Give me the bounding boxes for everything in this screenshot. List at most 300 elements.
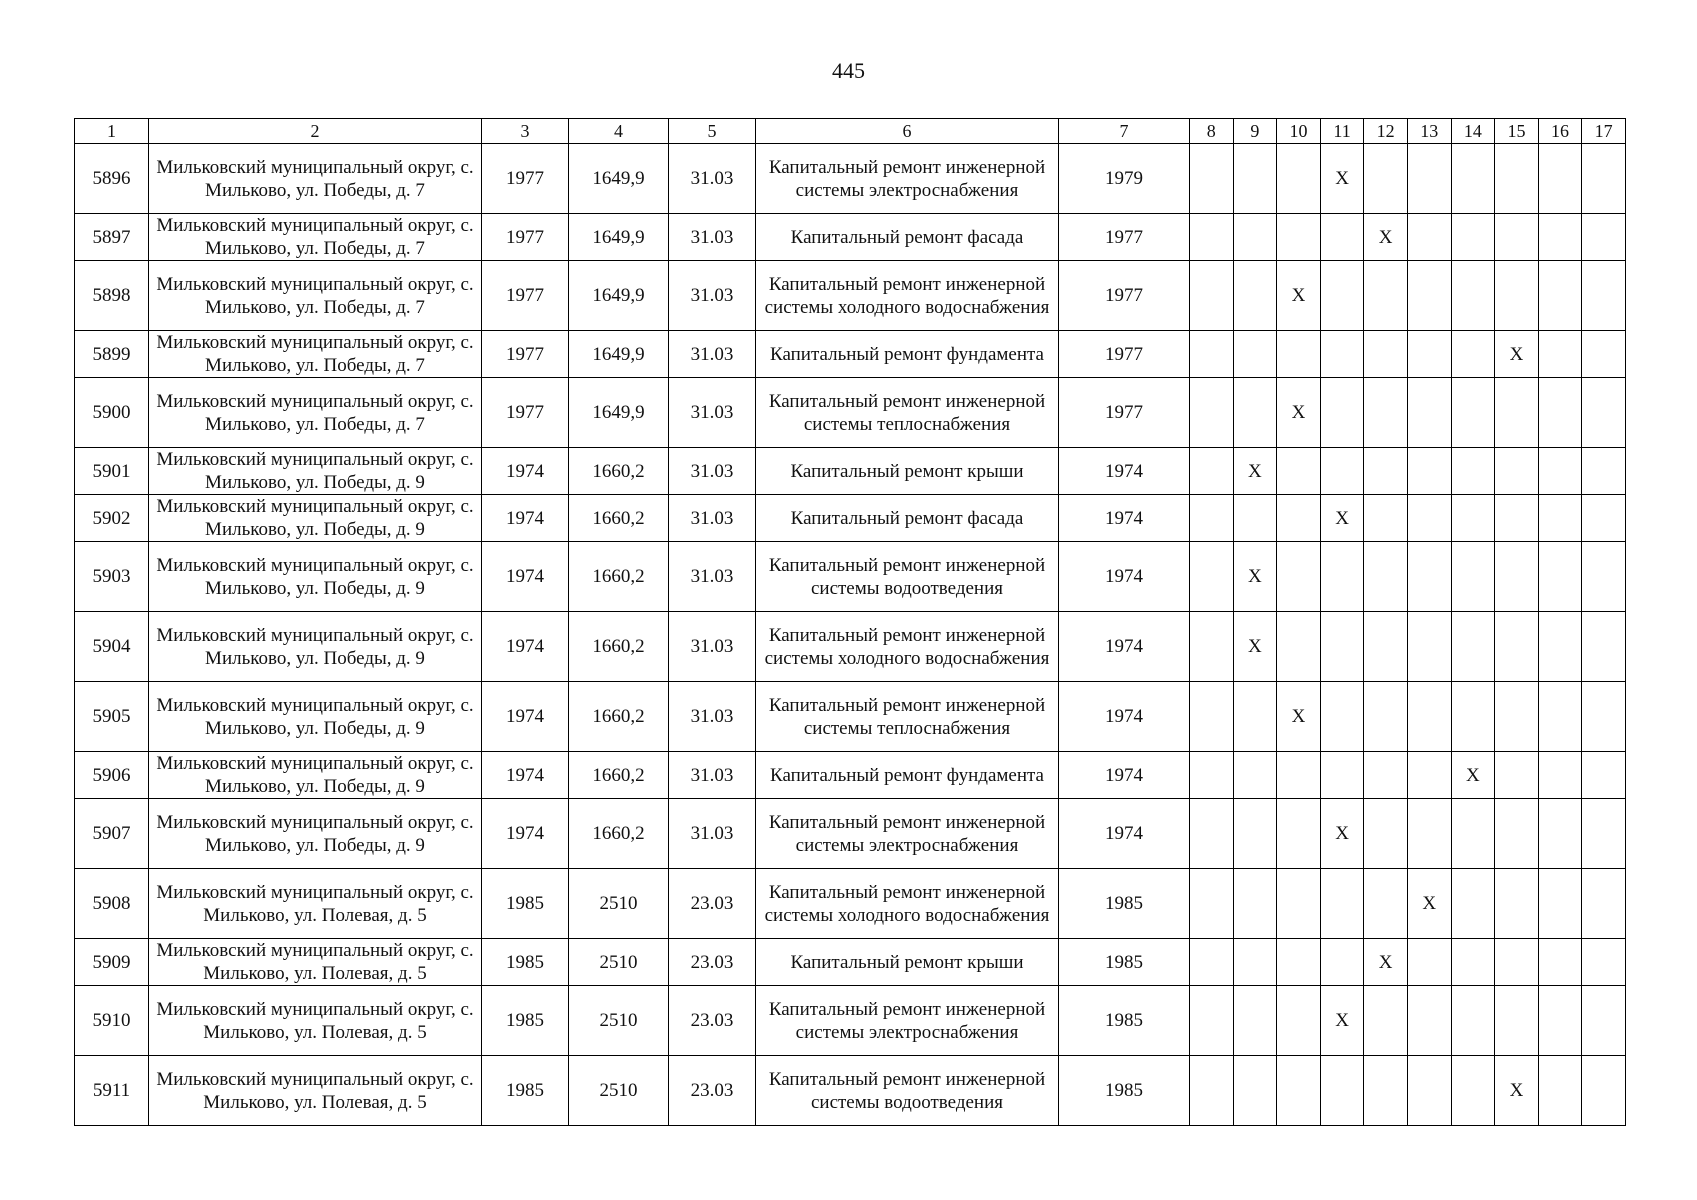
table-row — [75, 261, 1626, 331]
cell-area: 1660,2 — [569, 682, 669, 752]
cell-mark: Х — [1407, 869, 1451, 939]
header-row — [75, 119, 1626, 144]
cell-period-9 — [1233, 799, 1277, 869]
cell-address: Мильковский муниципальный округ, с. Мильково, ул. Победы, д. 7 — [149, 261, 482, 331]
cell-period-10 — [1277, 542, 1321, 612]
cell-period-8 — [1190, 939, 1234, 986]
cell-build-year: 1974 — [482, 542, 569, 612]
cell-period-17 — [1582, 378, 1626, 448]
cell-area: 1649,9 — [569, 378, 669, 448]
cell-code: 31.03 — [669, 799, 756, 869]
cell-work-type: Капитальный ремонт инженерной системы водоотведения — [756, 1056, 1059, 1126]
cell-period-9 — [1233, 214, 1277, 261]
cell-repair-year: 1974 — [1059, 542, 1190, 612]
cell-period-15 — [1495, 986, 1539, 1056]
cell-period-15 — [1495, 495, 1539, 542]
column-header: 1 — [75, 119, 149, 144]
cell-number: 5899 — [75, 331, 149, 378]
cell-period-14 — [1451, 939, 1495, 986]
cell-period-17 — [1582, 542, 1626, 612]
cell-period-15 — [1495, 939, 1539, 986]
cell-period-15 — [1495, 869, 1539, 939]
cell-area: 2510 — [569, 1056, 669, 1126]
cell-period-8 — [1190, 495, 1234, 542]
cell-repair-year: 1974 — [1059, 752, 1190, 799]
cell-area: 1649,9 — [569, 261, 669, 331]
cell-repair-year: 1977 — [1059, 378, 1190, 448]
cell-period-16 — [1538, 869, 1582, 939]
table-row — [75, 752, 1626, 799]
cell-work-type: Капитальный ремонт крыши — [756, 939, 1059, 986]
cell-period-8 — [1190, 331, 1234, 378]
cell-address: Мильковский муниципальный округ, с. Мильково, ул. Победы, д. 7 — [149, 214, 482, 261]
cell-period-10 — [1277, 144, 1321, 214]
cell-address: Мильковский муниципальный округ, с. Мильково, ул. Победы, д. 9 — [149, 682, 482, 752]
cell-number: 5905 — [75, 682, 149, 752]
cell-period-16 — [1538, 1056, 1582, 1126]
table-row — [75, 542, 1626, 612]
cell-period-14 — [1451, 261, 1495, 331]
table-row — [75, 378, 1626, 448]
cell-build-year: 1985 — [482, 939, 569, 986]
cell-address: Мильковский муниципальный округ, с. Мильково, ул. Победы, д. 7 — [149, 144, 482, 214]
cell-period-12 — [1364, 331, 1408, 378]
cell-period-16 — [1538, 144, 1582, 214]
cell-period-16 — [1538, 331, 1582, 378]
table-row — [75, 986, 1626, 1056]
cell-period-11 — [1320, 682, 1364, 752]
cell-build-year: 1974 — [482, 448, 569, 495]
cell-area: 1649,9 — [569, 214, 669, 261]
cell-period-10 — [1277, 1056, 1321, 1126]
cell-code: 23.03 — [669, 1056, 756, 1126]
cell-period-16 — [1538, 799, 1582, 869]
cell-period-17 — [1582, 752, 1626, 799]
cell-period-10 — [1277, 331, 1321, 378]
cell-code: 31.03 — [669, 261, 756, 331]
cell-code: 31.03 — [669, 214, 756, 261]
cell-period-12 — [1364, 682, 1408, 752]
cell-build-year: 1977 — [482, 261, 569, 331]
cell-build-year: 1977 — [482, 144, 569, 214]
cell-period-12 — [1364, 799, 1408, 869]
cell-repair-year: 1985 — [1059, 1056, 1190, 1126]
cell-period-11 — [1320, 378, 1364, 448]
cell-period-12 — [1364, 752, 1408, 799]
cell-period-8 — [1190, 752, 1234, 799]
cell-repair-year: 1985 — [1059, 986, 1190, 1056]
cell-period-13 — [1407, 261, 1451, 331]
cell-period-9 — [1233, 261, 1277, 331]
cell-period-13 — [1407, 331, 1451, 378]
cell-area: 1660,2 — [569, 799, 669, 869]
cell-period-12 — [1364, 612, 1408, 682]
cell-period-16 — [1538, 448, 1582, 495]
cell-code: 31.03 — [669, 495, 756, 542]
cell-repair-year: 1985 — [1059, 869, 1190, 939]
cell-period-16 — [1538, 612, 1582, 682]
cell-period-11 — [1320, 542, 1364, 612]
column-header: 10 — [1277, 119, 1321, 144]
cell-mark: Х — [1451, 752, 1495, 799]
cell-period-9 — [1233, 144, 1277, 214]
cell-build-year: 1974 — [482, 752, 569, 799]
cell-repair-year: 1974 — [1059, 799, 1190, 869]
cell-build-year: 1985 — [482, 869, 569, 939]
cell-repair-year: 1977 — [1059, 331, 1190, 378]
cell-period-17 — [1582, 1056, 1626, 1126]
cell-code: 31.03 — [669, 542, 756, 612]
cell-build-year: 1985 — [482, 1056, 569, 1126]
cell-period-8 — [1190, 378, 1234, 448]
cell-mark: Х — [1320, 495, 1364, 542]
cell-repair-year: 1974 — [1059, 448, 1190, 495]
cell-period-14 — [1451, 331, 1495, 378]
cell-period-16 — [1538, 542, 1582, 612]
cell-period-8 — [1190, 448, 1234, 495]
cell-period-14 — [1451, 986, 1495, 1056]
table-body — [75, 119, 1626, 1126]
cell-period-13 — [1407, 214, 1451, 261]
cell-address: Мильковский муниципальный округ, с. Мильково, ул. Победы, д. 7 — [149, 331, 482, 378]
cell-area: 2510 — [569, 986, 669, 1056]
cell-work-type: Капитальный ремонт инженерной системы холодного водоснабжения — [756, 612, 1059, 682]
table-row — [75, 331, 1626, 378]
cell-period-9 — [1233, 986, 1277, 1056]
cell-work-type: Капитальный ремонт инженерной системы холодного водоснабжения — [756, 261, 1059, 331]
column-header: 8 — [1190, 119, 1234, 144]
cell-work-type: Капитальный ремонт фасада — [756, 214, 1059, 261]
cell-work-type: Капитальный ремонт инженерной системы электроснабжения — [756, 799, 1059, 869]
cell-code: 31.03 — [669, 378, 756, 448]
cell-period-10 — [1277, 495, 1321, 542]
column-header: 3 — [482, 119, 569, 144]
cell-address: Мильковский муниципальный округ, с. Мильково, ул. Полевая, д. 5 — [149, 939, 482, 986]
cell-address: Мильковский муниципальный округ, с. Мильково, ул. Победы, д. 9 — [149, 799, 482, 869]
cell-build-year: 1985 — [482, 986, 569, 1056]
cell-period-13 — [1407, 542, 1451, 612]
column-header: 11 — [1320, 119, 1364, 144]
cell-code: 23.03 — [669, 986, 756, 1056]
table-row — [75, 495, 1626, 542]
cell-area: 1660,2 — [569, 495, 669, 542]
cell-period-8 — [1190, 261, 1234, 331]
cell-period-14 — [1451, 869, 1495, 939]
cell-work-type: Капитальный ремонт инженерной системы теплоснабжения — [756, 378, 1059, 448]
cell-period-8 — [1190, 869, 1234, 939]
cell-period-9 — [1233, 752, 1277, 799]
cell-period-10 — [1277, 799, 1321, 869]
cell-period-13 — [1407, 682, 1451, 752]
cell-period-12 — [1364, 144, 1408, 214]
cell-code: 31.03 — [669, 144, 756, 214]
cell-build-year: 1977 — [482, 331, 569, 378]
column-header: 12 — [1364, 119, 1408, 144]
cell-build-year: 1977 — [482, 214, 569, 261]
cell-number: 5908 — [75, 869, 149, 939]
cell-period-12 — [1364, 1056, 1408, 1126]
cell-mark: Х — [1320, 144, 1364, 214]
repair-register-table — [74, 118, 1626, 1126]
cell-period-17 — [1582, 799, 1626, 869]
cell-period-12 — [1364, 869, 1408, 939]
cell-mark: Х — [1233, 542, 1277, 612]
cell-number: 5901 — [75, 448, 149, 495]
cell-address: Мильковский муниципальный округ, с. Мильково, ул. Победы, д. 9 — [149, 495, 482, 542]
cell-build-year: 1974 — [482, 495, 569, 542]
cell-period-9 — [1233, 378, 1277, 448]
column-header: 9 — [1233, 119, 1277, 144]
cell-code: 31.03 — [669, 448, 756, 495]
cell-period-11 — [1320, 1056, 1364, 1126]
cell-period-13 — [1407, 939, 1451, 986]
cell-period-15 — [1495, 144, 1539, 214]
cell-work-type: Капитальный ремонт инженерной системы водоотведения — [756, 542, 1059, 612]
cell-period-15 — [1495, 752, 1539, 799]
cell-period-17 — [1582, 448, 1626, 495]
cell-period-14 — [1451, 542, 1495, 612]
cell-work-type: Капитальный ремонт крыши — [756, 448, 1059, 495]
cell-period-8 — [1190, 612, 1234, 682]
cell-period-14 — [1451, 682, 1495, 752]
table-row — [75, 448, 1626, 495]
column-header: 16 — [1538, 119, 1582, 144]
cell-mark: Х — [1233, 612, 1277, 682]
cell-mark: Х — [1277, 682, 1321, 752]
cell-code: 31.03 — [669, 682, 756, 752]
cell-code: 31.03 — [669, 331, 756, 378]
cell-code: 31.03 — [669, 752, 756, 799]
cell-period-16 — [1538, 495, 1582, 542]
cell-number: 5900 — [75, 378, 149, 448]
table-row — [75, 214, 1626, 261]
cell-period-9 — [1233, 939, 1277, 986]
page-number: 445 — [832, 58, 865, 83]
cell-number: 5898 — [75, 261, 149, 331]
cell-period-17 — [1582, 144, 1626, 214]
cell-period-9 — [1233, 331, 1277, 378]
cell-period-12 — [1364, 495, 1408, 542]
cell-work-type: Капитальный ремонт инженерной системы электроснабжения — [756, 144, 1059, 214]
cell-work-type: Капитальный ремонт инженерной системы теплоснабжения — [756, 682, 1059, 752]
cell-period-8 — [1190, 799, 1234, 869]
column-header: 15 — [1495, 119, 1539, 144]
cell-period-11 — [1320, 752, 1364, 799]
cell-number: 5896 — [75, 144, 149, 214]
cell-number: 5911 — [75, 1056, 149, 1126]
cell-period-10 — [1277, 939, 1321, 986]
cell-period-9 — [1233, 869, 1277, 939]
cell-period-13 — [1407, 495, 1451, 542]
cell-area: 1649,9 — [569, 144, 669, 214]
table-row — [75, 1056, 1626, 1126]
cell-period-10 — [1277, 612, 1321, 682]
cell-address: Мильковский муниципальный округ, с. Мильково, ул. Победы, д. 9 — [149, 448, 482, 495]
cell-build-year: 1977 — [482, 378, 569, 448]
cell-period-16 — [1538, 214, 1582, 261]
column-header: 7 — [1059, 119, 1190, 144]
column-header: 4 — [569, 119, 669, 144]
cell-address: Мильковский муниципальный округ, с. Мильково, ул. Полевая, д. 5 — [149, 986, 482, 1056]
cell-period-13 — [1407, 612, 1451, 682]
table-row — [75, 682, 1626, 752]
cell-period-17 — [1582, 682, 1626, 752]
cell-period-15 — [1495, 612, 1539, 682]
cell-number: 5907 — [75, 799, 149, 869]
cell-address: Мильковский муниципальный округ, с. Мильково, ул. Полевая, д. 5 — [149, 869, 482, 939]
cell-code: 31.03 — [669, 612, 756, 682]
cell-period-14 — [1451, 799, 1495, 869]
cell-code: 23.03 — [669, 869, 756, 939]
table-row — [75, 144, 1626, 214]
cell-mark: Х — [1364, 939, 1408, 986]
cell-code: 23.03 — [669, 939, 756, 986]
cell-period-14 — [1451, 448, 1495, 495]
cell-period-11 — [1320, 612, 1364, 682]
cell-mark: Х — [1495, 1056, 1539, 1126]
cell-repair-year: 1977 — [1059, 261, 1190, 331]
cell-period-12 — [1364, 261, 1408, 331]
cell-period-12 — [1364, 378, 1408, 448]
cell-number: 5906 — [75, 752, 149, 799]
cell-period-13 — [1407, 144, 1451, 214]
table-row — [75, 799, 1626, 869]
cell-period-16 — [1538, 752, 1582, 799]
cell-period-9 — [1233, 682, 1277, 752]
cell-period-17 — [1582, 939, 1626, 986]
column-header: 6 — [756, 119, 1059, 144]
cell-period-14 — [1451, 612, 1495, 682]
cell-period-13 — [1407, 986, 1451, 1056]
cell-period-13 — [1407, 752, 1451, 799]
cell-period-17 — [1582, 986, 1626, 1056]
cell-period-16 — [1538, 986, 1582, 1056]
cell-number: 5904 — [75, 612, 149, 682]
cell-period-15 — [1495, 378, 1539, 448]
cell-period-10 — [1277, 214, 1321, 261]
cell-repair-year: 1974 — [1059, 495, 1190, 542]
cell-repair-year: 1979 — [1059, 144, 1190, 214]
cell-build-year: 1974 — [482, 682, 569, 752]
cell-period-16 — [1538, 939, 1582, 986]
cell-repair-year: 1985 — [1059, 939, 1190, 986]
cell-period-8 — [1190, 682, 1234, 752]
cell-period-11 — [1320, 869, 1364, 939]
cell-mark: Х — [1320, 986, 1364, 1056]
cell-number: 5902 — [75, 495, 149, 542]
cell-repair-year: 1974 — [1059, 612, 1190, 682]
cell-period-16 — [1538, 378, 1582, 448]
cell-period-11 — [1320, 214, 1364, 261]
cell-period-13 — [1407, 1056, 1451, 1126]
cell-area: 1660,2 — [569, 752, 669, 799]
cell-mark: Х — [1277, 378, 1321, 448]
cell-period-13 — [1407, 799, 1451, 869]
cell-repair-year: 1977 — [1059, 214, 1190, 261]
cell-repair-year: 1974 — [1059, 682, 1190, 752]
cell-period-17 — [1582, 869, 1626, 939]
cell-build-year: 1974 — [482, 799, 569, 869]
cell-work-type: Капитальный ремонт фасада — [756, 495, 1059, 542]
cell-number: 5910 — [75, 986, 149, 1056]
cell-period-12 — [1364, 542, 1408, 612]
cell-number: 5909 — [75, 939, 149, 986]
table-row — [75, 612, 1626, 682]
cell-period-9 — [1233, 495, 1277, 542]
cell-period-17 — [1582, 495, 1626, 542]
column-header: 13 — [1407, 119, 1451, 144]
cell-period-12 — [1364, 448, 1408, 495]
cell-period-17 — [1582, 612, 1626, 682]
cell-work-type: Капитальный ремонт фундамента — [756, 752, 1059, 799]
cell-period-14 — [1451, 378, 1495, 448]
cell-period-11 — [1320, 448, 1364, 495]
cell-address: Мильковский муниципальный округ, с. Мильково, ул. Победы, д. 7 — [149, 378, 482, 448]
cell-period-10 — [1277, 752, 1321, 799]
cell-period-12 — [1364, 986, 1408, 1056]
cell-area: 2510 — [569, 939, 669, 986]
table-row — [75, 869, 1626, 939]
column-header: 5 — [669, 119, 756, 144]
cell-address: Мильковский муниципальный округ, с. Мильково, ул. Победы, д. 9 — [149, 542, 482, 612]
cell-area: 1649,9 — [569, 331, 669, 378]
cell-number: 5897 — [75, 214, 149, 261]
cell-period-17 — [1582, 331, 1626, 378]
cell-period-16 — [1538, 682, 1582, 752]
cell-period-15 — [1495, 799, 1539, 869]
column-header: 2 — [149, 119, 482, 144]
cell-period-8 — [1190, 144, 1234, 214]
column-header: 14 — [1451, 119, 1495, 144]
cell-period-13 — [1407, 378, 1451, 448]
table-row — [75, 939, 1626, 986]
cell-period-17 — [1582, 214, 1626, 261]
cell-mark: Х — [1364, 214, 1408, 261]
cell-area: 1660,2 — [569, 612, 669, 682]
cell-period-11 — [1320, 331, 1364, 378]
cell-period-15 — [1495, 214, 1539, 261]
cell-address: Мильковский муниципальный округ, с. Мильково, ул. Полевая, д. 5 — [149, 1056, 482, 1126]
cell-period-15 — [1495, 448, 1539, 495]
cell-mark: Х — [1495, 331, 1539, 378]
cell-period-15 — [1495, 261, 1539, 331]
cell-period-14 — [1451, 495, 1495, 542]
cell-period-16 — [1538, 261, 1582, 331]
cell-period-14 — [1451, 144, 1495, 214]
cell-mark: Х — [1233, 448, 1277, 495]
cell-work-type: Капитальный ремонт инженерной системы холодного водоснабжения — [756, 869, 1059, 939]
cell-area: 1660,2 — [569, 542, 669, 612]
cell-period-11 — [1320, 261, 1364, 331]
cell-period-14 — [1451, 214, 1495, 261]
cell-period-11 — [1320, 939, 1364, 986]
cell-period-8 — [1190, 1056, 1234, 1126]
cell-period-10 — [1277, 986, 1321, 1056]
cell-address: Мильковский муниципальный округ, с. Мильково, ул. Победы, д. 9 — [149, 752, 482, 799]
cell-mark: Х — [1320, 799, 1364, 869]
cell-address: Мильковский муниципальный округ, с. Мильково, ул. Победы, д. 9 — [149, 612, 482, 682]
cell-period-8 — [1190, 542, 1234, 612]
cell-work-type: Капитальный ремонт фундамента — [756, 331, 1059, 378]
cell-period-17 — [1582, 261, 1626, 331]
cell-period-13 — [1407, 448, 1451, 495]
cell-period-15 — [1495, 682, 1539, 752]
cell-period-9 — [1233, 1056, 1277, 1126]
cell-period-14 — [1451, 1056, 1495, 1126]
cell-area: 2510 — [569, 869, 669, 939]
cell-area: 1660,2 — [569, 448, 669, 495]
cell-period-8 — [1190, 986, 1234, 1056]
